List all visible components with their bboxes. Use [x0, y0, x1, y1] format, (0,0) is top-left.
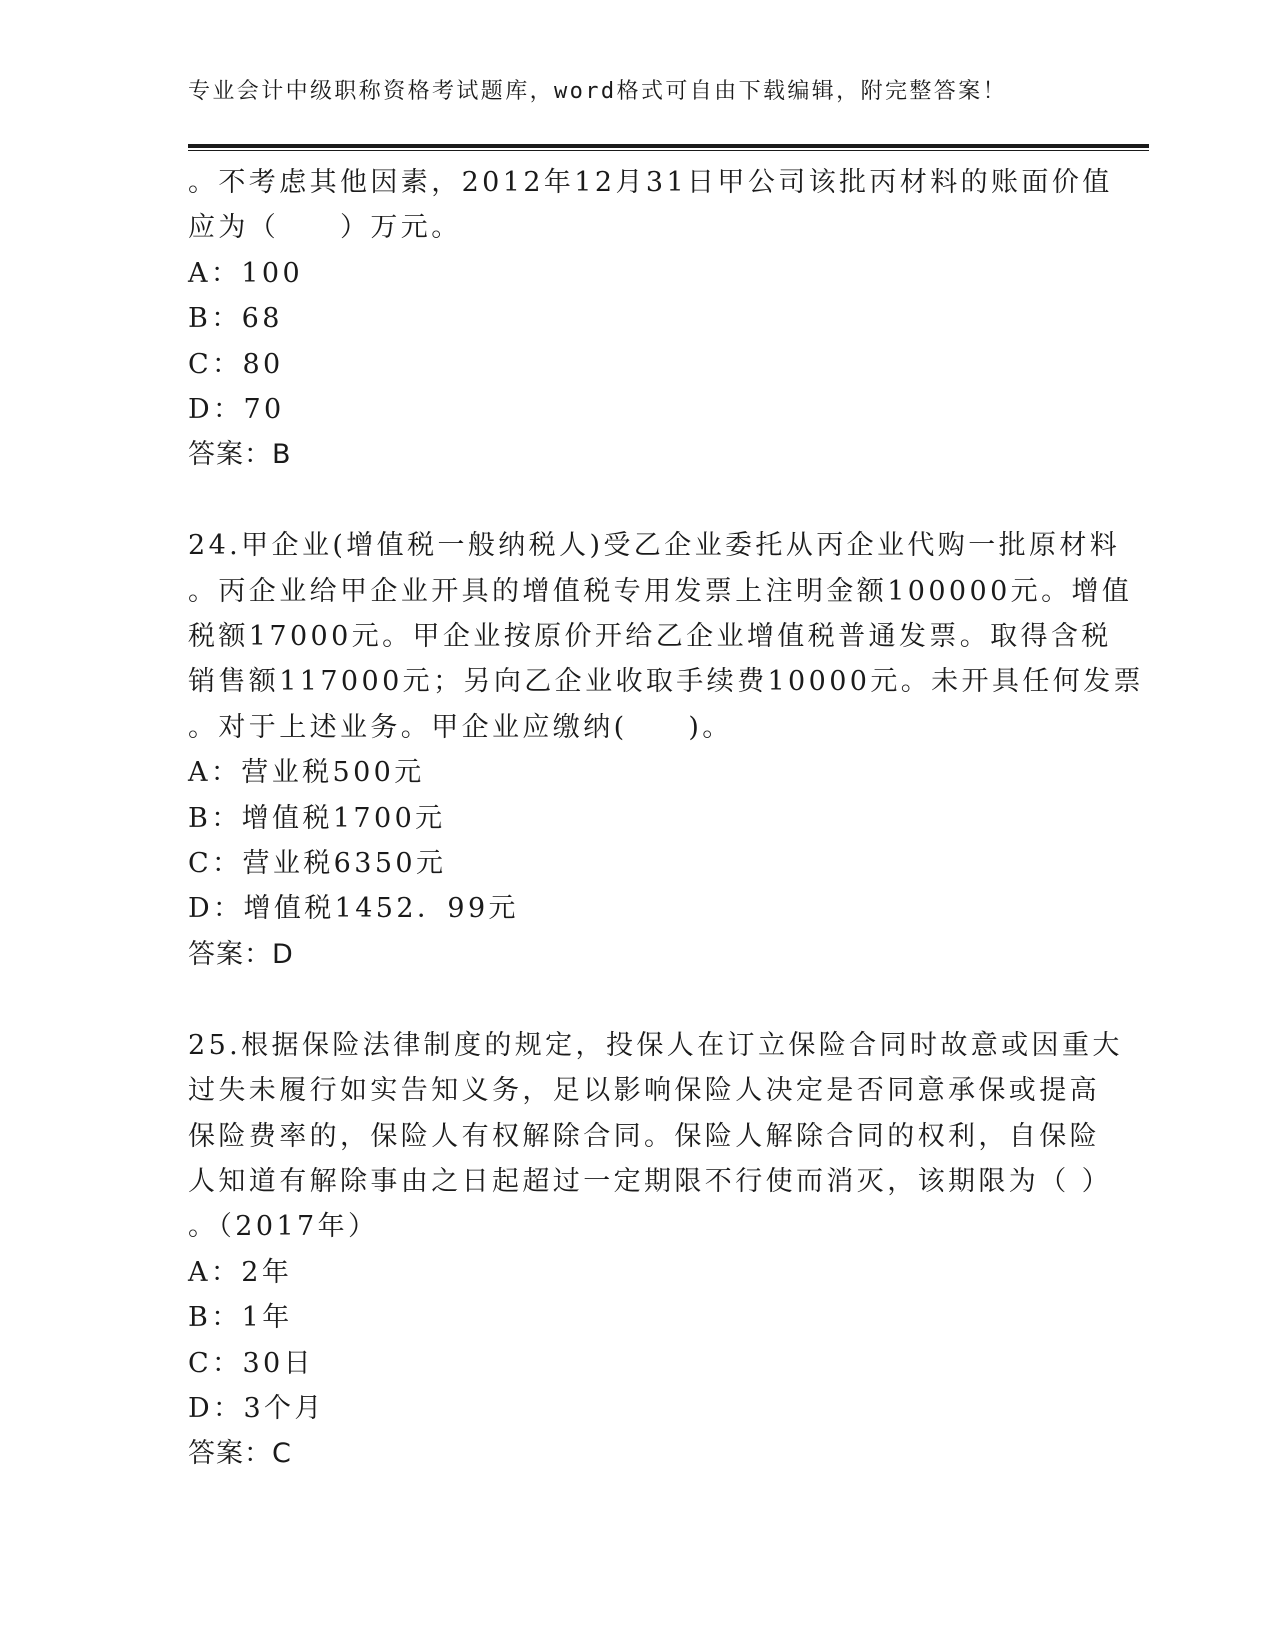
page-header: 专业会计中级职称资格考试题库，word格式可自由下载编辑，附完整答案！	[188, 79, 1007, 104]
question-text-line: 。丙企业给甲企业开具的增值税专用发票上注明金额100000元。增值	[188, 575, 1133, 607]
answer-line: 答案：D	[188, 938, 294, 970]
option-d: D：增值税1452．99元	[188, 893, 519, 925]
option-b: B：1年	[188, 1302, 293, 1334]
option-b: B：增值税1700元	[188, 802, 446, 834]
question-text-line: 税额17000元。甲企业按原价开给乙企业增值税普通发票。取得含税	[188, 621, 1112, 653]
question-text-line: 应为（ ）万元。	[188, 212, 462, 244]
answer-line: 答案：C	[188, 1438, 292, 1470]
header-rule-thin	[188, 150, 1149, 151]
question-text-line: 。不考虑其他因素，2012年12月31日甲公司该批丙材料的账面价值	[188, 167, 1113, 198]
option-c: C：30日	[188, 1347, 315, 1379]
question-text-line: 。对于上述业务。甲企业应缴纳( )。	[188, 711, 733, 743]
question-text-line: 销售额117000元；另向乙企业收取手续费10000元。未开具任何发票	[188, 666, 1144, 698]
option-a: A：2年	[188, 1256, 293, 1288]
option-b: B：68	[188, 303, 283, 335]
question-text-line: 人知道有解除事由之日起超过一定期限不行使而消灭，该期限为（ ）	[188, 1165, 1112, 1197]
header-rule-thick	[188, 144, 1149, 148]
option-d: D：70	[188, 394, 285, 426]
option-a: A：100	[188, 257, 304, 289]
option-c: C：营业税6350元	[188, 848, 447, 880]
question-block	[188, 160, 1113, 478]
question-text-line: 过失未履行如实告知义务，足以影响保险人决定是否同意承保或提高	[188, 1075, 1100, 1107]
option-c: C：80	[188, 348, 284, 380]
answer-line: 答案：B	[188, 439, 292, 471]
question-text-line: 。（2017年）	[188, 1211, 379, 1243]
question-block	[188, 1023, 1123, 1477]
question-block	[188, 523, 1144, 977]
question-list	[188, 160, 1144, 1477]
question-text-line: 24.甲企业(增值税一般纳税人)受乙企业委托从丙企业代购一批原材料	[188, 530, 1121, 562]
option-a: A：营业税500元	[188, 757, 425, 789]
spacer	[188, 478, 1088, 523]
option-d: D：3个月	[188, 1392, 325, 1424]
question-text-line: 25.根据保险法律制度的规定，投保人在订立保险合同时故意或因重大	[188, 1029, 1123, 1061]
question-text-line: 保险费率的，保险人有权解除合同。保险人解除合同的权利，自保险	[188, 1120, 1100, 1152]
spacer	[188, 977, 1088, 1022]
